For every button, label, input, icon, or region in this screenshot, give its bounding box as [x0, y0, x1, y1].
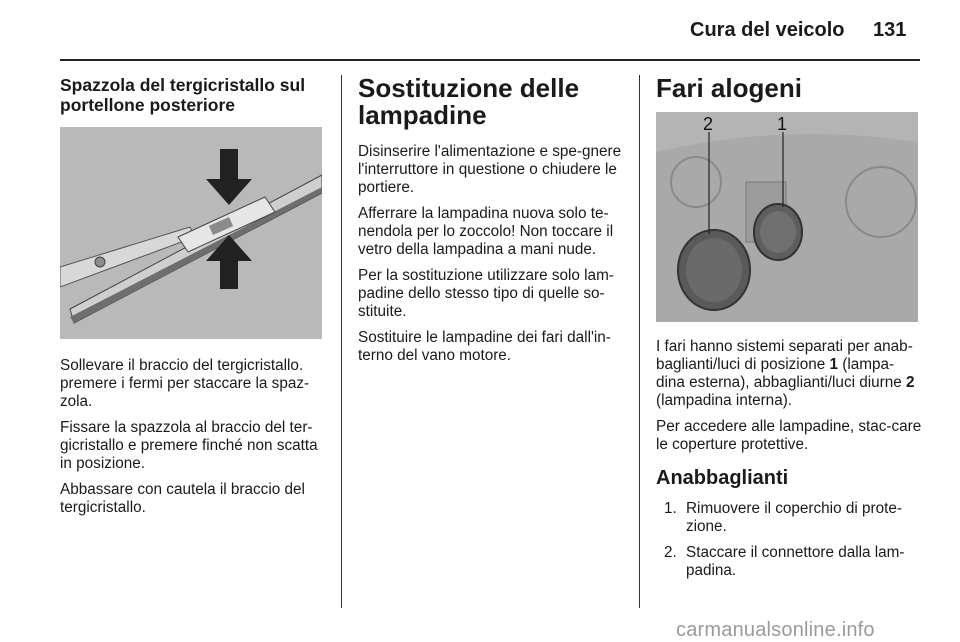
- watermark: carmanualsonline.info: [676, 619, 875, 641]
- bulbs-paragraph-4: Sostituire le lampadine dei fari dall'in-terno del vano motore.: [358, 329, 611, 364]
- column-divider-2: [639, 75, 640, 608]
- column-divider-1: [341, 75, 342, 608]
- wiper-heading: Spazzola del tergicristallo sul portellone posteriore: [60, 75, 306, 115]
- figure-label-1: 1: [777, 114, 788, 134]
- list-item: 2. Staccare il connettore dalla lam-padina.: [664, 544, 905, 579]
- page-number: 131: [873, 19, 907, 41]
- wiper-figure: [60, 127, 322, 339]
- low-beam-heading: Anabbaglianti: [656, 467, 789, 489]
- bulbs-paragraph-3: Per la sostituzione utilizzare solo lam-padine dello stesso tipo di quelle so-stituite.: [358, 267, 614, 320]
- bulbs-heading: Sostituzione delle lampadine: [358, 73, 580, 130]
- section-title: Cura del veicolo: [690, 19, 845, 41]
- column-bulbs: [358, 75, 624, 373]
- wiper-paragraph-1: Sollevare il braccio del tergicristallo. premere i fermi per staccare la spaz-zola.: [60, 357, 310, 410]
- wiper-illustration: [60, 127, 322, 339]
- header-divider: [60, 59, 920, 61]
- wiper-paragraph-3: Abbassare con cautela il braccio del tergicristallo.: [60, 481, 305, 516]
- headlights-paragraph-2: Per accedere alle lampadine, stac-care le coperture protettive.: [656, 418, 922, 453]
- list-item: 1. Rimuovere il coperchio di prote-zione.: [664, 500, 902, 535]
- low-beam-steps: [656, 500, 922, 580]
- bulbs-paragraph-2: Afferrare la lampadina nuova solo te-nendola per lo zoccolo! Non toccare il vetro della lampadina a mani nude.: [358, 205, 614, 258]
- wiper-paragraph-2: Fissare la spazzola al braccio del ter-gicristallo e premere finché non scatta in posizione.: [60, 419, 318, 472]
- figure-label-2: 2: [703, 114, 714, 134]
- bulbs-paragraph-1: Disinserire l'alimentazione e spe-gnere l'interruttore in questione o chiudere le portiere.: [358, 143, 622, 196]
- headlights-paragraph-1: I fari hanno sistemi separati per anab-baglianti/luci di posizione 1 (lampa-dina esterna), abbaglianti/luci diurne 2 (lampadina interna).: [656, 338, 915, 409]
- headlight-figure: [656, 112, 918, 322]
- headlight-illustration: [656, 112, 918, 322]
- headlights-heading: Fari alogeni: [656, 73, 802, 103]
- column-headlights: [656, 75, 922, 588]
- column-wiper: [60, 75, 326, 525]
